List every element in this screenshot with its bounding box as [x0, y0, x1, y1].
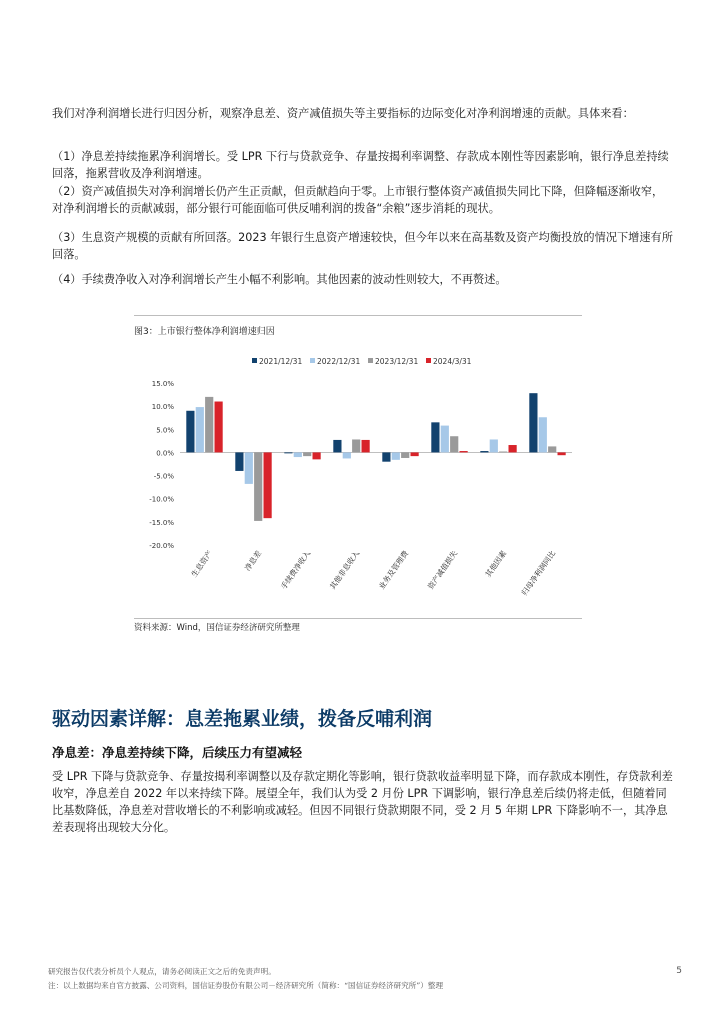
bar-2-1: [294, 452, 302, 457]
y-tick-label: -5.0%: [153, 472, 174, 481]
x-tick-label: 归母净利润同比: [519, 548, 558, 598]
bar-3-3: [362, 440, 370, 452]
bar-chart: [134, 346, 582, 616]
y-tick-label: 0.0%: [156, 449, 174, 458]
bar-2-0: [284, 452, 292, 453]
bar-5-3: [460, 451, 468, 452]
x-tick-label: 资产减值损失: [425, 548, 460, 592]
bar-7-0: [529, 393, 537, 452]
bar-4-1: [392, 452, 400, 459]
intro-paragraph: 我们对净利润增长进行归因分析，观察净息差、资产减值损失等主要指标的边际变化对净利润增速的贡献。具体来看：: [52, 107, 634, 120]
bar-3-0: [333, 440, 341, 452]
y-tick-label: 10.0%: [151, 403, 174, 412]
legend-label-1: 2022/12/31: [317, 357, 361, 366]
bar-6-1: [490, 439, 498, 452]
legend-swatch-3: [426, 358, 431, 363]
bar-0-3: [215, 402, 223, 453]
figure-title: 图3：上市银行整体净利润增速归因: [134, 327, 275, 337]
section-title: 驱动因素详解：息差拖累业绩，拨备反哺利润: [52, 708, 433, 730]
y-tick-label: -10.0%: [149, 495, 174, 504]
x-tick-label: 业务及管理费: [376, 548, 411, 592]
page-number: 5: [676, 966, 682, 976]
bar-3-1: [343, 452, 351, 458]
y-tick-label: -15.0%: [149, 518, 174, 527]
bar-5-1: [441, 426, 449, 453]
point-4: （4）手续费净收入对净利润增长产生小幅不利影响。其他因素的波动性则较大，不再赘述。: [52, 273, 507, 286]
bar-1-0: [235, 452, 243, 471]
x-tick-label: 生息资产: [189, 548, 215, 579]
y-tick-label: 5.0%: [156, 426, 174, 435]
bar-7-1: [539, 417, 547, 452]
bar-6-3: [509, 445, 517, 452]
x-tick-label: 其他非息收入: [327, 548, 362, 592]
legend-swatch-1: [310, 358, 315, 363]
point-3: （3）生息资产规模的贡献有所回落。2023 年银行生息资产增速较快，但今年以来在高基数及资产均衡投放的情况下增速有所回落。: [52, 231, 673, 261]
body-paragraph: 受 LPR 下降与贷款竞争、存量按揭利率调整以及存款定期化等影响，银行贷款收益率明显下降，而存款成本刚性，存贷款利差收窄，净息差自 2022 年以来持续下降。展望全年，我们认为受 2 月份 LPR 下调影响，银行净息差后续仍将走低，但随着同比基数降低，净息差对营收增长的不利影响或减轻。但因不同银行贷款期限不同，受 2 月 5 年期 LPR 下降影响不一，其净息差表现将出现较大分化。: [52, 770, 673, 834]
bar-7-2: [548, 446, 556, 452]
bar-1-2: [254, 452, 262, 521]
x-tick-label: 其他因素: [483, 548, 509, 579]
legend-label-0: 2021/12/31: [259, 357, 303, 366]
bar-0-1: [196, 407, 204, 452]
bar-0-0: [186, 411, 194, 453]
footer-disclaimer: 研究报告仅代表分析员个人观点，请务必阅读正文之后的免责声明。: [48, 967, 276, 976]
legend-swatch-2: [368, 358, 373, 363]
bar-3-2: [352, 439, 360, 452]
bar-2-2: [303, 452, 311, 456]
bar-1-1: [245, 452, 253, 483]
footer-note: 注：以上数据均来自官方披露、公司资料，国信证券股份有限公司－经济研究所（简称：“国信证券经济研究所”）整理: [48, 981, 444, 990]
figure-chart: [134, 315, 582, 619]
bar-5-0: [431, 422, 439, 452]
bar-6-2: [499, 452, 507, 453]
point-2: （2）资产减值损失对净利润增长仍产生正贡献，但贡献趋向于零。上市银行整体资产减值损失同比下降，但降幅逐渐收窄，对净利润增长的贡献减弱，部分银行可能面临可供反哺利润的拨备“余粮”逐步消耗的现状。: [52, 185, 664, 215]
sub-title: 净息差：净息差持续下降，后续压力有望减轻: [52, 745, 303, 760]
point-1: （1）净息差持续拖累净利润增长。受 LPR 下行与贷款竞争、存量按揭利率调整、存款成本刚性等因素影响，银行净息差持续回落，拖累营收及净利润增速。: [52, 150, 669, 180]
bar-7-3: [558, 452, 566, 455]
bar-4-3: [411, 452, 419, 456]
bar-6-0: [480, 451, 488, 452]
bar-2-3: [313, 452, 321, 459]
bar-4-2: [401, 452, 409, 458]
bar-0-2: [205, 397, 213, 453]
bar-5-2: [450, 436, 458, 452]
legend-swatch-0: [252, 358, 257, 363]
legend-label-2: 2023/12/31: [375, 357, 419, 366]
bar-4-0: [382, 452, 390, 461]
y-tick-label: -20.0%: [149, 542, 174, 550]
legend-label-3: 2024/3/31: [433, 357, 472, 366]
bar-1-3: [264, 452, 272, 518]
x-tick-label: 净息差: [242, 548, 264, 573]
y-tick-label: 15.0%: [151, 380, 174, 388]
x-tick-label: 手续费净收入: [278, 548, 313, 592]
figure-source: 资料来源：Wind，国信证券经济研究所整理: [134, 623, 300, 633]
